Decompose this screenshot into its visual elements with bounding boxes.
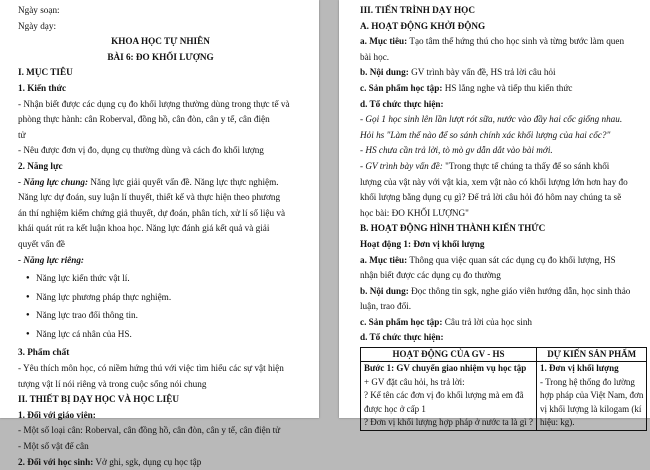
nang-luc-rieng-item: ● Năng lực trao đổi thông tin.	[18, 308, 303, 324]
hd1-muc-tieu-cont: nhận biết được các dụng cụ đo thường	[360, 270, 501, 281]
activity-table	[360, 347, 647, 430]
heading-pham-chat: 3. Phẩm chất	[18, 347, 70, 358]
khoi-dong-quote-line: học bài: ĐO KHỐI LƯỢNG"	[360, 207, 469, 218]
muc-tieu-label: a. Mục tiêu:	[360, 36, 408, 47]
san-pham-label: c. Sản phẩm học tập:	[360, 316, 443, 327]
table-cell-line: vị khối lượng là kilogam (kí	[540, 403, 642, 414]
table-cell-line: ? Đơn vị khối lượng hợp pháp ở nước ta là gì ?	[364, 417, 534, 428]
kien-thuc-line: - Nhận biết được các dụng cụ đo khối lượng thường dùng trong thực tế và	[18, 98, 290, 109]
hd1-noi-dung-cont: luận, trao đổi.	[360, 301, 412, 312]
nang-luc-rieng-item: ● Năng lực kiến thức vật lí.	[18, 271, 303, 287]
gv-trinh-bay-label: - GV trình bày vấn đề:	[360, 160, 443, 171]
khoi-dong-to-chuc: d. Tổ chức thực hiện:	[360, 98, 444, 109]
nang-luc-chung-line: quyết vấn đề	[18, 238, 65, 249]
heading-tien-trinh: III. TIẾN TRÌNH DẠY HỌC	[360, 5, 475, 15]
table-cell-line: 1. Đơn vị khối lượng	[540, 363, 619, 374]
heading-thiet-bi: II. THIẾT BỊ DẠY HỌC VÀ HỌC LIỆU	[18, 394, 179, 405]
table-cell-line: hiệu: kg).	[540, 417, 575, 428]
table-cell-line: hợp pháp của Việt Nam, đơn	[540, 390, 644, 401]
kien-thuc-line: tử	[18, 129, 26, 140]
table-cell-product	[537, 362, 647, 430]
san-pham-label: c. Sản phẩm học tập:	[360, 82, 443, 93]
doi-voi-hs-line	[18, 455, 303, 470]
khoi-dong-line: - Gọi 1 học sinh lên lần lượt rót sữa, nước vào đầy hai cốc giống nhau.	[360, 114, 623, 125]
khoi-dong-quote-line: khối lượng bằng dụng cụ gì? Để trả lời câu hỏi đó hôm nay chúng ta sẽ	[360, 192, 622, 203]
hd1-to-chuc: d. Tổ chức thực hiện:	[360, 332, 444, 343]
noi-dung-text: GV trình bày vấn đề, HS trả lời câu hỏi	[408, 67, 556, 78]
subject-title: KHOA HỌC TỰ NHIÊN	[111, 36, 210, 47]
hd1-san-pham	[360, 315, 637, 331]
table-cell-line: được học ở cấp 1	[364, 403, 426, 414]
nang-luc-chung-line: khái quát rút ra kết luận khoa học. Năng lực đánh giá kết quả và giải	[18, 223, 270, 234]
khoi-dong-san-pham	[360, 81, 637, 97]
kien-thuc-line: phòng thực hành: cân Roberval, đồng hồ, cân đòn, cân y tế, cân điện	[18, 114, 270, 125]
table-cell-line: ? Kể tên các đơn vị đo khối lượng mà em đã	[364, 390, 524, 401]
san-pham-text: Câu trả lời của học sinh	[442, 316, 533, 327]
nang-luc-rieng-item: ● Năng lực cá nhân của HS.	[18, 327, 303, 343]
pham-chat-line: - Yêu thích môn học, có niềm hứng thú với việc tìm hiểu các sự vật hiện	[18, 363, 284, 374]
table-cell-activity	[361, 362, 537, 430]
gv-item-line: - Một số loại cân: Roberval, cân đồng hồ, cân đòn, cân y tế, cân điện tử	[18, 425, 281, 436]
table-cell-line: - Trong hệ thống đo lường	[540, 376, 635, 387]
khoi-dong-line: Hỏi hs "Làm thế nào để so sánh chính xác khối lượng của hai cốc?"	[360, 129, 611, 140]
hd1-muc-tieu	[360, 253, 637, 269]
left-page	[0, 0, 319, 467]
heading-khoi-dong: A. HOẠT ĐỘNG KHỞI ĐỘNG	[360, 20, 486, 31]
heading-kien-thuc: 1. Kiến thức	[18, 82, 67, 93]
heading-nang-luc: 2. Năng lực	[18, 160, 63, 171]
muc-tieu-label: a. Mục tiêu:	[360, 254, 408, 265]
heading-doi-voi-gv: 1. Đối với giáo viên:	[18, 409, 96, 420]
khoi-dong-line: - HS chưa cần trả lời, tò mò gv dẫn dắt vào bài mới.	[360, 145, 553, 156]
nang-luc-chung-line: án thí nghiệm kiểm chứng giả thuyết, dự đoán, phân tích, xử lí số liệu và	[18, 207, 286, 218]
ngay-day-label: Ngày dạy:	[18, 20, 57, 31]
nang-luc-chung-line	[18, 175, 303, 191]
table-row	[361, 362, 647, 430]
noi-dung-text: Đọc thông tin sgk, nghe giáo viên hướng dẫn, học sinh thảo	[408, 285, 631, 296]
muc-tieu-text: Thông qua việc quan sát các dụng cụ đo khối lượng, HS	[407, 254, 616, 265]
gv-item-line: - Một số vật để cân	[18, 441, 89, 452]
khoi-dong-quote-line	[360, 159, 637, 175]
right-page	[339, 0, 650, 428]
noi-dung-label: b. Nội dung:	[360, 285, 409, 296]
khoi-dong-noi-dung	[360, 65, 637, 81]
nang-luc-rieng-label: - Năng lực riêng:	[18, 254, 84, 265]
pham-chat-line: tượng vật lí nói riêng và trong cuộc sống nói chung	[18, 378, 207, 389]
lesson-title: BÀI 6: ĐO KHỐI LƯỢNG	[107, 51, 214, 62]
nang-luc-chung-label: - Năng lực chung:	[18, 176, 89, 187]
table-header-du-kien: DỰ KIẾN SẢN PHẨM	[537, 348, 647, 362]
nang-luc-chung-text: Năng lực giải quyết vấn đề. Năng lực thực nghiệm.	[88, 176, 279, 187]
heading-muc-tieu: I. MỤC TIÊU	[18, 67, 73, 78]
doi-voi-hs-text: Vở ghi, sgk, dụng cụ học tập	[93, 456, 202, 467]
hoat-dong-1-title: Hoạt động 1: Đơn vị khối lượng	[360, 238, 485, 249]
table-cell-line: + GV đặt câu hỏi, hs trả lời:	[364, 376, 465, 387]
muc-tieu-text: Tạo tâm thế hứng thú cho học sinh và từng bước làm quen	[407, 36, 625, 47]
heading-doi-voi-hs: 2. Đối với học sinh:	[18, 456, 94, 467]
hd1-noi-dung	[360, 284, 637, 300]
noi-dung-label: b. Nội dung:	[360, 67, 409, 78]
khoi-dong-muc-tieu	[360, 34, 637, 50]
right-page-content	[360, 3, 644, 431]
table-header-row	[361, 348, 647, 362]
nang-luc-rieng-item: ● Năng lực phương pháp thực nghiệm.	[18, 290, 303, 306]
table-header-gv-hs: HOẠT ĐỘNG CỦA GV - HS	[361, 348, 537, 362]
san-pham-text: HS lắng nghe và tiếp thu kiến thức	[442, 82, 573, 93]
ngay-soan-label: Ngày soạn:	[18, 5, 60, 15]
khoi-dong-muc-tieu-cont: bài học.	[360, 51, 390, 62]
khoi-dong-quote-line: lượng của vật này với vật kia, xem vật nào có khối lượng lớn hơn hay đo	[360, 176, 628, 187]
table-cell-line: Bước 1: GV chuyển giao nhiệm vụ học tập	[364, 363, 527, 374]
quote-text: "Trong thực tế chúng ta thấy để so sánh khối	[442, 160, 610, 171]
kien-thuc-line: - Nêu được đơn vị đo, dụng cụ thường dùng và cách đo khối lượng	[18, 145, 264, 156]
nang-luc-chung-line: Năng lực dự đoán, suy luận lí thuyết, thiết kế và thực hiện theo phương	[18, 192, 281, 203]
left-page-content	[18, 3, 303, 470]
heading-hinh-thanh: B. HOẠT ĐỘNG HÌNH THÀNH KIẾN THỨC	[360, 223, 546, 234]
